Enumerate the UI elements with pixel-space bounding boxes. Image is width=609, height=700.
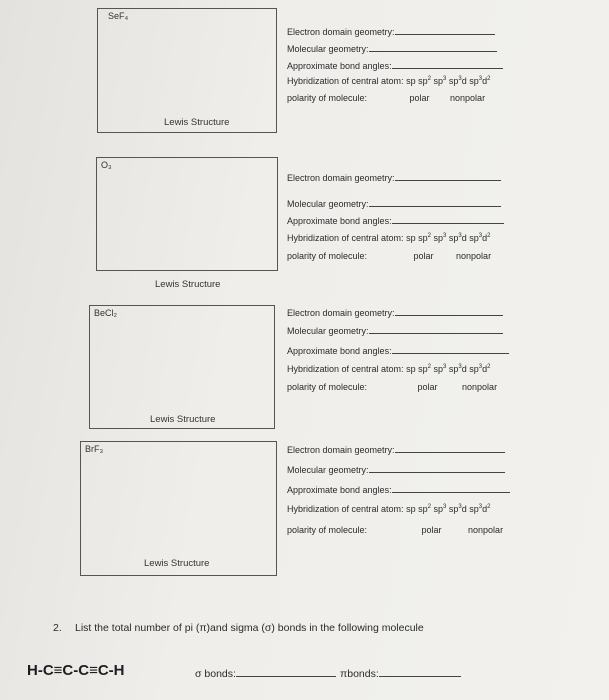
- nonpolar-option[interactable]: nonpolar: [462, 382, 498, 392]
- hyb-sp2[interactable]: $sp^2$: [418, 364, 431, 374]
- pi-answer-line[interactable]: [379, 667, 461, 677]
- hybridization-question: Hybridization of central atom: sp $sp^2$ $sp^3$ $sp^3d$ $sp^3d^2$: [287, 233, 491, 243]
- hyb-sp2[interactable]: $sp^2$: [418, 504, 431, 514]
- hyb-sp3[interactable]: $sp^3$: [433, 504, 447, 514]
- molecular-geometry-question: Molecular geometry:: [287, 43, 497, 54]
- question-number: 2.: [53, 622, 62, 634]
- answer-line[interactable]: [395, 26, 495, 35]
- polar-option[interactable]: polar: [409, 93, 430, 103]
- answer-line[interactable]: [395, 307, 503, 316]
- hyb-sp[interactable]: sp: [406, 76, 416, 86]
- bond-angles-question: Approximate bond angles:: [287, 345, 509, 356]
- molecular-geometry-question: Molecular geometry:: [287, 325, 503, 336]
- polarity-question: polarity of molecule: polar nonpolar: [287, 93, 486, 103]
- hyb-sp3d[interactable]: $sp^3d$: [448, 233, 467, 243]
- hyb-sp3[interactable]: $sp^3$: [433, 233, 447, 243]
- lewis-box-becl2: [89, 305, 275, 429]
- hyb-sp[interactable]: sp: [406, 364, 416, 374]
- bond-angles-question: Approximate bond angles:: [287, 215, 504, 226]
- lewis-box-sef4: [97, 8, 277, 133]
- polarity-question: polarity of molecule: polar nonpolar: [287, 251, 492, 261]
- lewis-structure-label: Lewis Structure: [164, 117, 230, 128]
- hybridization-question: Hybridization of central atom: sp $sp^2$ $sp^3$ $sp^3d$ $sp^3d^2$: [287, 76, 491, 86]
- polarity-question: polarity of molecule: polar nonpolar: [287, 382, 498, 392]
- polar-option[interactable]: polar: [421, 525, 442, 535]
- polarity-question: polarity of molecule: polar nonpolar: [287, 525, 504, 535]
- nonpolar-option[interactable]: nonpolar: [456, 251, 492, 261]
- answer-line[interactable]: [392, 60, 503, 69]
- polar-option[interactable]: polar: [413, 251, 434, 261]
- hyb-sp3d[interactable]: $sp^3d$: [448, 504, 467, 514]
- lewis-structure-label: Lewis Structure: [150, 414, 216, 425]
- hyb-sp2[interactable]: $sp^2$: [418, 233, 431, 243]
- electron-domain-question: Electron domain geometry:: [287, 172, 501, 183]
- bond-angles-question: Approximate bond angles:: [287, 60, 503, 71]
- question-2: [53, 622, 424, 634]
- molecular-geometry-question: Molecular geometry:: [287, 198, 501, 209]
- answer-line[interactable]: [369, 325, 503, 334]
- nonpolar-option[interactable]: nonpolar: [468, 525, 504, 535]
- formula-label: O₃: [101, 160, 112, 170]
- sigma-answer-line[interactable]: [236, 667, 336, 677]
- hyb-sp3d[interactable]: $sp^3d$: [448, 76, 467, 86]
- hybridization-question: Hybridization of central atom: sp $sp^2$ $sp^3$ $sp^3d$ $sp^3d^2$: [287, 504, 491, 514]
- answer-line[interactable]: [392, 345, 509, 354]
- hyb-sp3d2[interactable]: $sp^3d^2$: [469, 364, 491, 374]
- formula-label: SeF₄: [108, 11, 129, 21]
- answer-line[interactable]: [369, 43, 497, 52]
- bond-angles-question: Approximate bond angles:: [287, 484, 510, 495]
- molecular-geometry-question: Molecular geometry:: [287, 464, 505, 475]
- answer-line[interactable]: [392, 484, 510, 493]
- lewis-box-brf3: [80, 441, 277, 576]
- lewis-structure-label: Lewis Structure: [144, 558, 210, 569]
- hyb-sp3d[interactable]: $sp^3d$: [448, 364, 467, 374]
- answer-line[interactable]: [369, 198, 501, 207]
- hyb-sp3d2[interactable]: $sp^3d^2$: [469, 76, 491, 86]
- answer-line[interactable]: [369, 464, 505, 473]
- electron-domain-question: Electron domain geometry:: [287, 444, 505, 455]
- formula-label: BeCl₂: [94, 308, 118, 318]
- hyb-sp3d2[interactable]: $sp^3d^2$: [469, 504, 491, 514]
- hyb-sp3[interactable]: $sp^3$: [433, 364, 447, 374]
- answer-line[interactable]: [395, 172, 501, 181]
- nonpolar-option[interactable]: nonpolar: [450, 93, 486, 103]
- hyb-sp[interactable]: sp: [406, 233, 416, 243]
- formula-label: BrF₃: [85, 444, 104, 454]
- molecule-formula: H-C≡C-C≡C-H: [27, 662, 125, 679]
- lewis-box-o3: [96, 157, 278, 290]
- electron-domain-question: Electron domain geometry:: [287, 26, 495, 37]
- hyb-sp3d2[interactable]: $sp^3d^2$: [469, 233, 491, 243]
- sigma-bonds-field: σ bonds:: [195, 667, 336, 680]
- pi-bonds-field: πbonds:: [340, 667, 461, 680]
- hyb-sp2[interactable]: $sp^2$: [418, 76, 431, 86]
- polar-option[interactable]: polar: [417, 382, 438, 392]
- answer-line[interactable]: [395, 444, 505, 453]
- lewis-structure-label: Lewis Structure: [155, 279, 221, 290]
- question-text: List the total number of pi (π)and sigma (σ) bonds in the following molecule: [75, 622, 424, 634]
- hyb-sp[interactable]: sp: [406, 504, 416, 514]
- hyb-sp3[interactable]: $sp^3$: [433, 76, 447, 86]
- answer-line[interactable]: [392, 215, 504, 224]
- hybridization-question: Hybridization of central atom: sp $sp^2$ $sp^3$ $sp^3d$ $sp^3d^2$: [287, 364, 491, 374]
- electron-domain-question: Electron domain geometry:: [287, 307, 503, 318]
